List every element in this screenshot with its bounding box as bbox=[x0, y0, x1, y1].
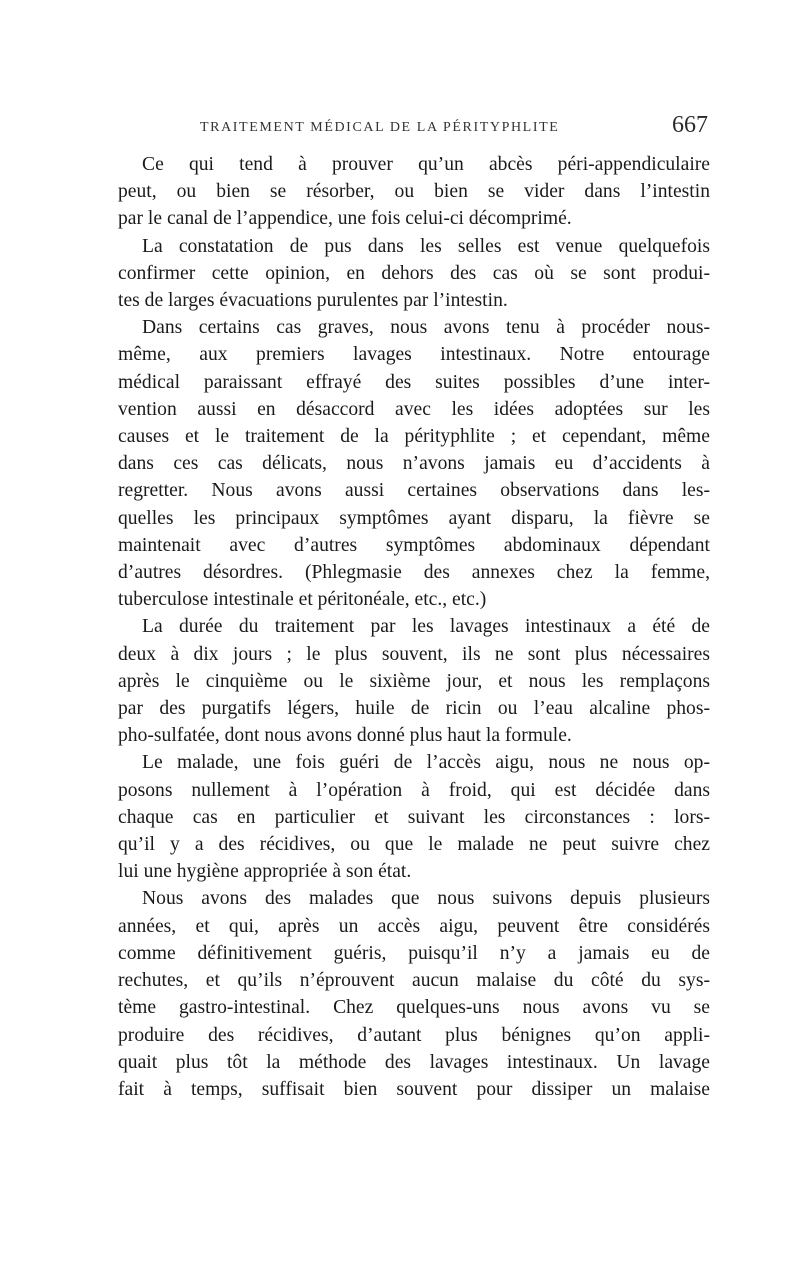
page-number: 667 bbox=[672, 112, 708, 138]
paragraph-4 bbox=[118, 613, 710, 749]
text-line: qu’il y a des récidives, ou que le malade ne peut suivre chez bbox=[118, 834, 710, 856]
text-line: tes de larges évacuations purulentes par l’intestin. bbox=[118, 290, 508, 312]
paragraph-1 bbox=[118, 151, 710, 233]
text-line: deux à dix jours ; le plus souvent, ils ne sont plus nécessaires bbox=[118, 643, 710, 665]
text-line: lui une hygiène appropriée à son état. bbox=[118, 861, 412, 883]
text-line: La durée du traitement par les lavages intestinaux a été de bbox=[142, 616, 710, 638]
text-line: chaque cas en particulier et suivant les circonstances : lors- bbox=[118, 806, 710, 828]
running-title: TRAITEMENT MÉDICAL DE LA PÉRITYPHLITE bbox=[200, 120, 560, 135]
text-line: après le cinquième ou le sixième jour, et nous les remplaçons bbox=[118, 670, 710, 692]
text-line: quelles les principaux symptômes ayant disparu, la fièvre se bbox=[118, 507, 710, 529]
text-line: Ce qui tend à prouver qu’un abcès péri-appendiculaire bbox=[142, 154, 710, 175]
text-line: même, aux premiers lavages intestinaux. Notre entourage bbox=[118, 344, 710, 366]
text-line: causes et le traitement de la pérityphlite ; et cependant, même bbox=[118, 426, 710, 448]
running-head bbox=[118, 112, 710, 144]
text-line: tème gastro-intestinal. Chez quelques-uns nous avons vu se bbox=[118, 997, 710, 1019]
text-line: peut, ou bien se résorber, ou bien se vider dans l’intestin bbox=[118, 181, 710, 203]
text-line: dans ces cas délicats, nous n’avons jamais eu d’accidents à bbox=[118, 453, 710, 475]
paragraph-5 bbox=[118, 749, 710, 885]
text-line: quait plus tôt la méthode des lavages intestinaux. Un lavage bbox=[118, 1051, 710, 1073]
body-text bbox=[118, 151, 710, 1103]
text-line: tuberculose intestinale et péritonéale, etc., etc.) bbox=[118, 589, 487, 611]
text-line: fait à temps, suffisait bien souvent pour dissiper un malaise bbox=[118, 1078, 710, 1100]
paragraph-3 bbox=[118, 314, 710, 613]
text-line: médical paraissant effrayé des suites possibles d’une inter- bbox=[118, 371, 710, 393]
text-line: Nous avons des malades que nous suivons depuis plusieurs bbox=[142, 888, 710, 910]
text-line: posons nullement à l’opération à froid, qui est décidée dans bbox=[118, 779, 710, 801]
text-line: comme définitivement guéris, puisqu’il n’y a jamais eu de bbox=[118, 942, 710, 964]
text-line: par le canal de l’appendice, une fois celui-ci décomprimé. bbox=[118, 208, 572, 230]
paragraph-2 bbox=[118, 233, 710, 315]
text-line: regretter. Nous avons aussi certaines observations dans les- bbox=[118, 480, 710, 502]
text-line: d’autres désordres. (Phlegmasie des annexes chez la femme, bbox=[118, 562, 710, 584]
text-line: confirmer cette opinion, en dehors des cas où se sont produi- bbox=[118, 262, 710, 284]
text-line: Dans certains cas graves, nous avons tenu à procéder nous- bbox=[142, 317, 710, 339]
paragraph-6 bbox=[118, 885, 710, 1103]
text-line: maintenait avec d’autres symptômes abdominaux dépendant bbox=[118, 534, 710, 556]
text-line: rechutes, et qu’ils n’éprouvent aucun malaise du côté du sys- bbox=[118, 970, 710, 992]
text-line: vention aussi en désaccord avec les idées adoptées sur les bbox=[118, 398, 710, 420]
text-line: par des purgatifs légers, huile de ricin ou l’eau alcaline phos- bbox=[118, 698, 710, 720]
text-line: Le malade, une fois guéri de l’accès aigu, nous ne nous op- bbox=[142, 752, 710, 774]
text-line: pho-sulfatée, dont nous avons donné plus haut la formule. bbox=[118, 725, 572, 747]
text-line: produire des récidives, d’autant plus bénignes qu’on appli- bbox=[118, 1024, 710, 1046]
text-line: années, et qui, après un accès aigu, peuvent être considérés bbox=[118, 915, 710, 937]
text-line: La constatation de pus dans les selles est venue quelquefois bbox=[142, 235, 710, 257]
